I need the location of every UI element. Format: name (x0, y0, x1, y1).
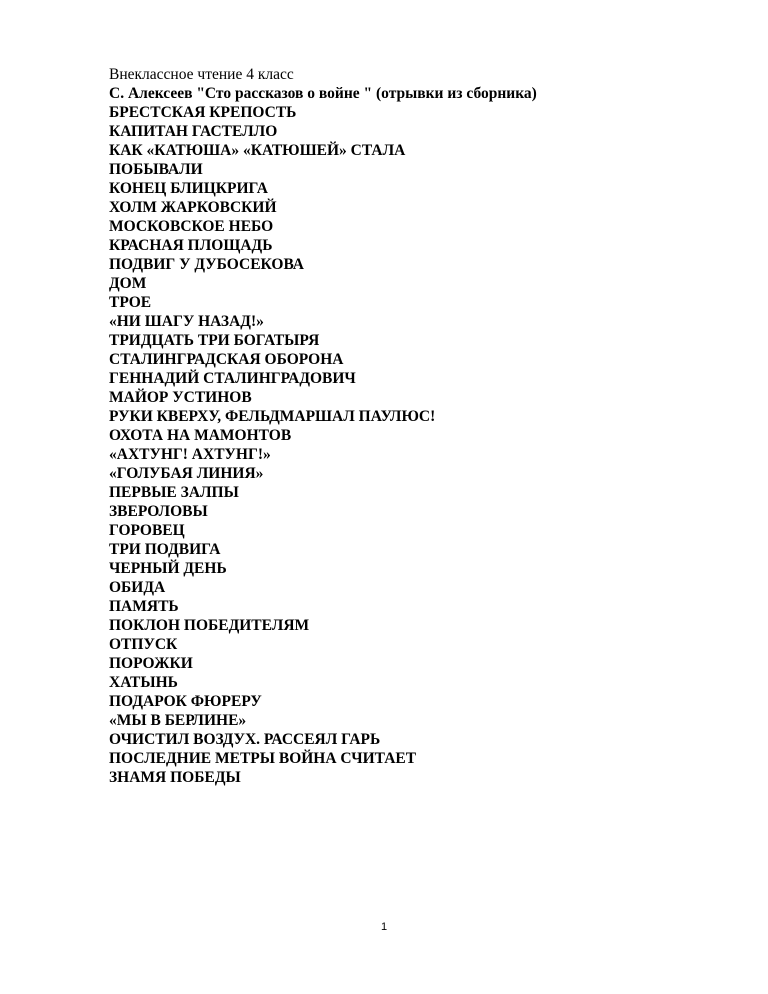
story-title: «НИ ШАГУ НАЗАД!» (109, 313, 264, 330)
story-title: РУКИ КВЕРХУ, ФЕЛЬДМАРШАЛ ПАУЛЮС! (109, 408, 436, 425)
story-title: МАЙОР УСТИНОВ (109, 389, 252, 406)
story-title: ХАТЫНЬ (109, 674, 178, 691)
story-title: ЧЕРНЫЙ ДЕНЬ (109, 560, 227, 577)
story-title: ПОКЛОН ПОБЕДИТЕЛЯМ (109, 617, 310, 634)
story-title: КАК «КАТЮША» «КАТЮШЕЙ» СТАЛА (109, 142, 406, 159)
story-title: ПОСЛЕДНИЕ МЕТРЫ ВОЙНА СЧИТАЕТ (109, 750, 417, 767)
story-title: ДОМ (109, 275, 147, 292)
story-title: ОЧИСТИЛ ВОЗДУХ. РАССЕЯЛ ГАРЬ (109, 731, 381, 748)
story-title: ТРИДЦАТЬ ТРИ БОГАТЫРЯ (109, 332, 320, 349)
story-title: ПОРОЖКИ (109, 655, 193, 672)
author-line: С. Алексеев "Сто рассказов о войне " (отрывки из сборника) (109, 85, 537, 102)
story-title: ГОРОВЕЦ (109, 522, 185, 539)
story-title: ЗНАМЯ ПОБЕДЫ (109, 769, 241, 786)
story-title: «ГОЛУБАЯ ЛИНИЯ» (109, 465, 264, 482)
story-title: «МЫ В БЕРЛИНЕ» (109, 712, 247, 729)
story-title: БРЕСТСКАЯ КРЕПОСТЬ (109, 104, 297, 121)
story-title: «АХТУНГ! АХТУНГ!» (109, 446, 271, 463)
subject-line: Внеклассное чтение 4 класс (109, 66, 294, 83)
story-title: ХОЛМ ЖАРКОВСКИЙ (109, 199, 277, 216)
story-title: ПОБЫВАЛИ (109, 161, 203, 178)
story-title: СТАЛИНГРАДСКАЯ ОБОРОНА (109, 351, 344, 368)
story-title: ПОДАРОК ФЮРЕРУ (109, 693, 262, 710)
story-title: ОБИДА (109, 579, 166, 596)
story-title: КРАСНАЯ ПЛОЩАДЬ (109, 237, 273, 254)
story-title: ТРОЕ (109, 294, 152, 311)
story-title: ОХОТА НА МАМОНТОВ (109, 427, 292, 444)
story-title: ПЕРВЫЕ ЗАЛПЫ (109, 484, 239, 501)
story-title: ГЕННАДИЙ СТАЛИНГРАДОВИЧ (109, 370, 356, 387)
story-title: КОНЕЦ БЛИЦКРИГА (109, 180, 268, 197)
story-title: ЗВЕРОЛОВЫ (109, 503, 208, 520)
page-number: 1 (380, 921, 388, 933)
story-title: ПОДВИГ У ДУБОСЕКОВА (109, 256, 304, 273)
story-title: КАПИТАН ГАСТЕЛЛО (109, 123, 278, 140)
story-title: ОТПУСК (109, 636, 178, 653)
story-title: МОСКОВСКОЕ НЕБО (109, 218, 274, 235)
story-title: ТРИ ПОДВИГА (109, 541, 221, 558)
document-content (109, 65, 709, 787)
story-list (109, 103, 709, 787)
story-title: ПАМЯТЬ (109, 598, 179, 615)
